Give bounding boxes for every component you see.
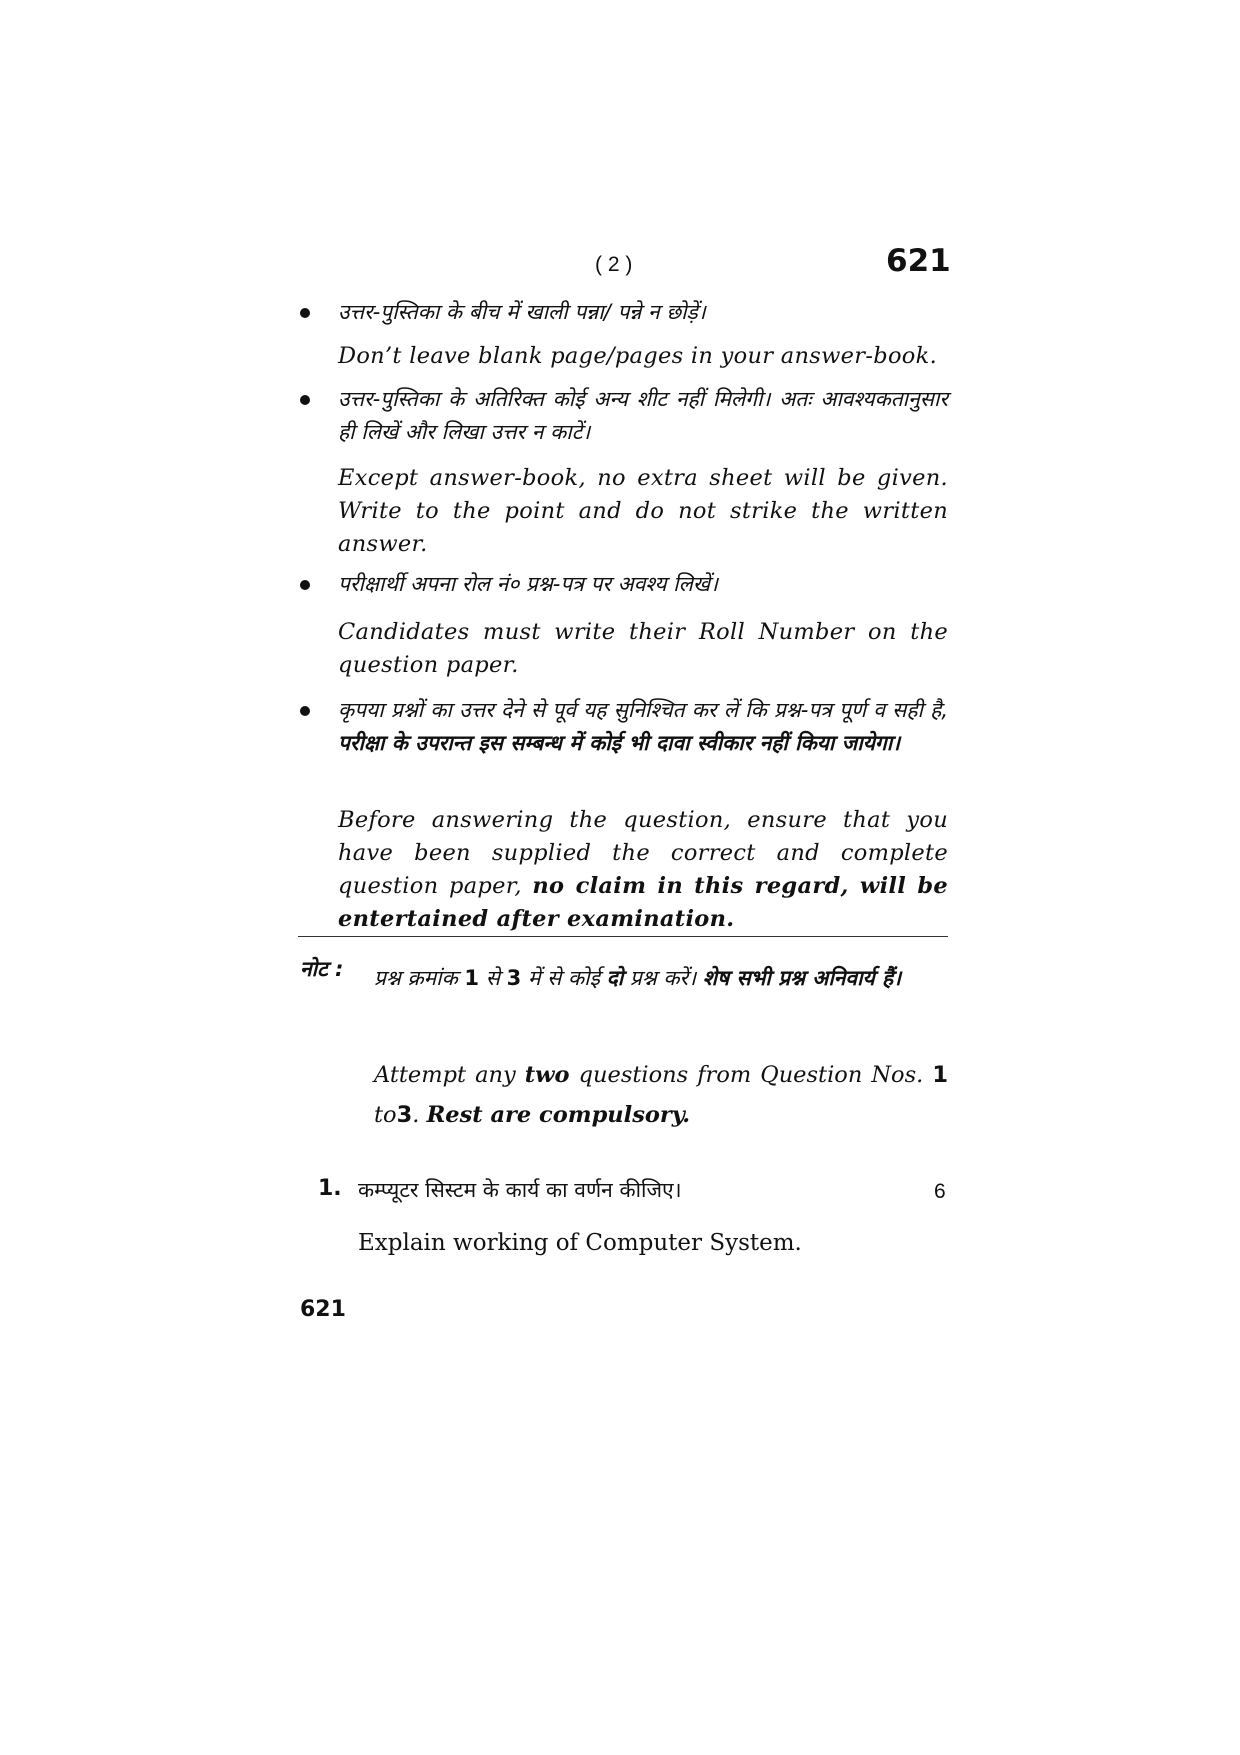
note-english-text: to	[374, 1102, 397, 1128]
instruction-4-english-normal: Before answering the question, ensure that you have been supplied the correct and complete question paper,	[338, 807, 948, 899]
question-number: 1.	[318, 1176, 342, 1201]
note-hindi-bold: शेष सभी प्रश्न अनिवार्य हैं।	[702, 966, 902, 990]
instruction-4-english-bold: no claim in this regard, will be entertained after examination.	[338, 873, 949, 932]
question-marks: 6	[934, 1180, 946, 1203]
question-hindi: कम्प्यूटर सिस्टम के कार्य का वर्णन कीजिए।	[358, 1178, 682, 1202]
instruction-4-hindi-normal: कृपया प्रश्नों का उत्तर देने से पूर्व यह सुनिश्चित कर लें कि प्रश्न-पत्र पूर्ण व सही है,	[338, 698, 948, 722]
note-hindi-text: में से कोई	[527, 966, 600, 990]
note-hindi-num: 1	[464, 966, 480, 990]
note-hindi-bold: दो	[606, 966, 624, 990]
note-english-bold: two	[524, 1062, 570, 1088]
instruction-1-english: Don’t leave blank page/pages in your answer-book.	[338, 343, 938, 369]
divider	[298, 936, 948, 937]
bullet-icon	[300, 706, 310, 716]
note-hindi-text: प्रश्न करें।	[629, 966, 697, 990]
note-english-bold: Rest are compulsory.	[426, 1102, 691, 1128]
note-hindi-text: से	[485, 966, 500, 990]
note-english-text: questions from Question Nos.	[578, 1062, 924, 1088]
instruction-4-english	[338, 804, 948, 936]
instruction-3-english: Candidates must write their Roll Number on the question paper.	[338, 619, 948, 678]
instruction-3-hindi: परीक्षार्थी अपना रोल नं० प्रश्न-पत्र पर अवश्य लिखें।	[338, 572, 718, 596]
page-number: ( 2 )	[595, 253, 633, 276]
paper-code: 621	[886, 243, 951, 279]
footer-paper-code: 621	[300, 1297, 346, 1322]
bullet-icon	[300, 580, 310, 590]
note-english-num: 3	[396, 1102, 413, 1128]
bullet-icon	[300, 395, 310, 405]
instruction-2-english: Except answer-book, no extra sheet will be given. Write to the point and do not strike the written answer.	[338, 465, 948, 557]
bullet-icon	[300, 308, 310, 318]
note-english-text: .	[412, 1102, 420, 1128]
note-english	[374, 1055, 948, 1135]
note-hindi	[374, 955, 948, 1001]
question-english: Explain working of Computer System.	[358, 1230, 802, 1256]
instruction-1-hindi: उत्तर-पुस्तिका के बीच में खाली पन्ना/ पन्ने न छोड़ें।	[338, 300, 706, 324]
instruction-4-hindi-bold: परीक्षा के उपरान्त इस सम्बन्ध में कोई भी दावा स्वीकार नहीं किया जायेगा।	[338, 731, 901, 755]
instruction-4-hindi	[338, 694, 948, 760]
note-hindi-text: प्रश्न क्रमांक	[374, 966, 458, 990]
instruction-2-hindi: उत्तर-पुस्तिका के अतिरिक्त कोई अन्य शीट नहीं मिलेगी। अतः आवश्यकतानुसार ही लिखें और लिखा उत्तर न काटें।	[338, 387, 948, 444]
note-hindi-num: 3	[506, 966, 522, 990]
note-english-text: Attempt any	[374, 1062, 516, 1088]
note-english-num: 1	[932, 1062, 949, 1088]
note-label: नोट :	[300, 957, 344, 981]
